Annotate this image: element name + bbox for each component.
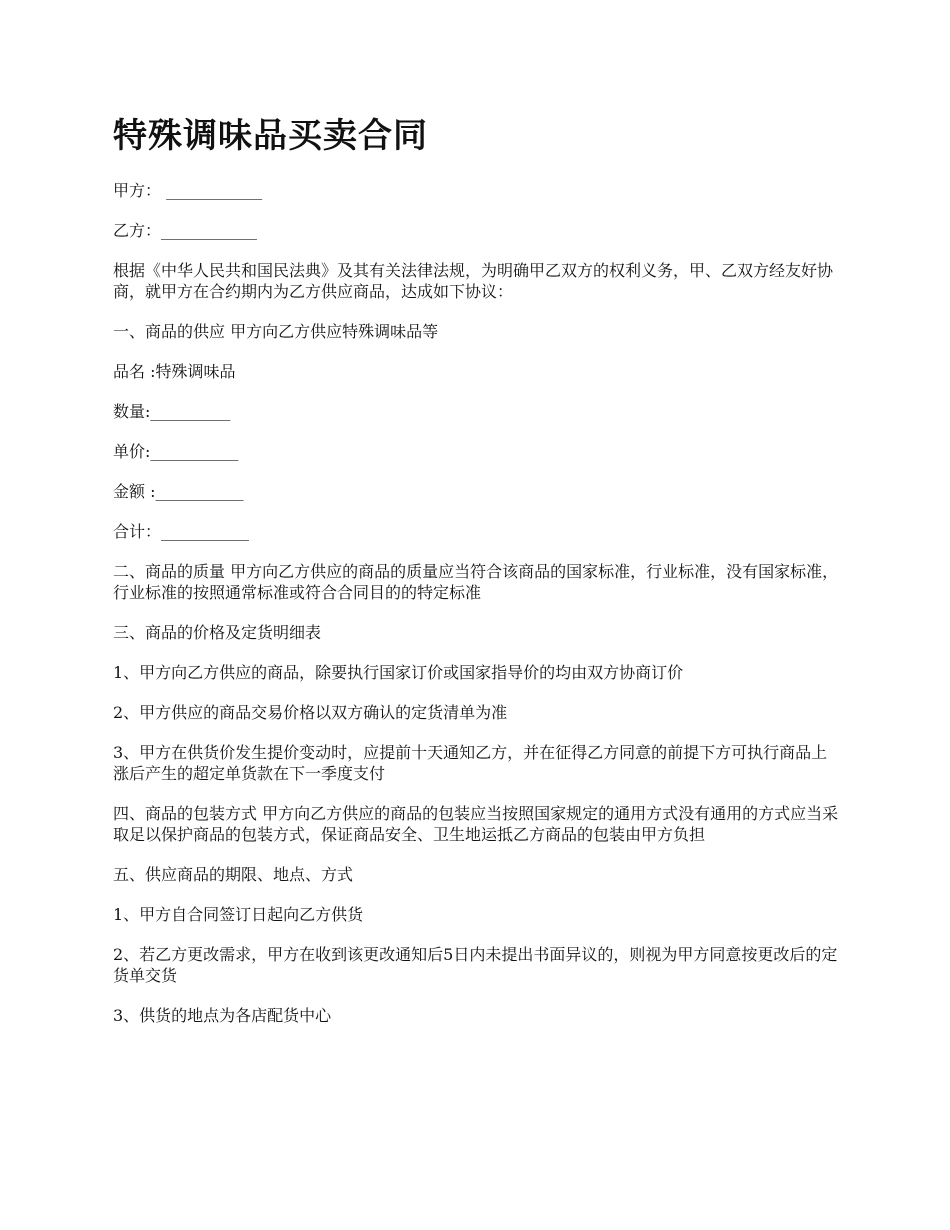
document-title: 特殊调味品买卖合同 (113, 116, 428, 156)
unit-price-line: 单价:___________ (113, 442, 239, 461)
section-1-heading: 一、商品的供应 甲方向乙方供应特殊调味品等 (113, 322, 439, 341)
section-5-clause-3: 3、供货的地点为各店配货中心 (113, 1006, 332, 1025)
party-a-line: 甲方： ____________ (113, 181, 263, 200)
section-4-paragraph: 四、商品的包装方式 甲方向乙方供应的商品的包装应当按照国家规定的通用方式没有通用的方式应当采取足以保护商品的包装方式，保证商品安全、卫生地运抵乙方商品的包装由甲方负担 (113, 804, 839, 844)
section-3-clause-2: 2、甲方供应的商品交易价格以双方确认的定货清单为准 (113, 703, 508, 722)
section-5-clause-2: 2、若乙方更改需求，甲方在收到该更改通知后5日内未提出书面异议的，则视为甲方同意按更改后的定货单交货 (113, 945, 838, 985)
section-3-clause-3: 3、甲方在供货价发生提价变动时，应提前十天通知乙方，并在征得乙方同意的前提下方可执行商品上涨后产生的超定单货款在下一季度支付 (113, 743, 828, 783)
quantity-line: 数量:__________ (113, 402, 231, 421)
section-5-heading: 五、供应商品的期限、地点、方式 (113, 865, 354, 884)
section-3-heading: 三、商品的价格及定货明细表 (113, 623, 322, 642)
amount-line: 金额 :___________ (113, 482, 244, 501)
section-3-clause-1: 1、甲方向乙方供应的商品，除要执行国家订价或国家指导价的均由双方协商订价 (113, 663, 684, 682)
party-b-line: 乙方：____________ (113, 221, 258, 240)
preamble-paragraph: 根据《中华人民共和国民法典》及其有关法律法规，为明确甲乙双方的权利义务，甲、乙双方经友好协商，就甲方在合约期内为乙方供应商品，达成如下协议： (113, 261, 834, 301)
document-page (113, 112, 841, 1045)
total-line: 合计：___________ (113, 522, 250, 541)
section-2-paragraph: 二、商品的质量 甲方向乙方供应的商品的质量应当符合该商品的国家标准，行业标准，没有国家标准，行业标准的按照通常标准或符合合同目的的特定标准 (113, 562, 839, 602)
section-5-clause-1: 1、甲方自合同签订日起向乙方供货 (113, 905, 364, 924)
product-name-line: 品名 :特殊调味品 (113, 362, 236, 381)
